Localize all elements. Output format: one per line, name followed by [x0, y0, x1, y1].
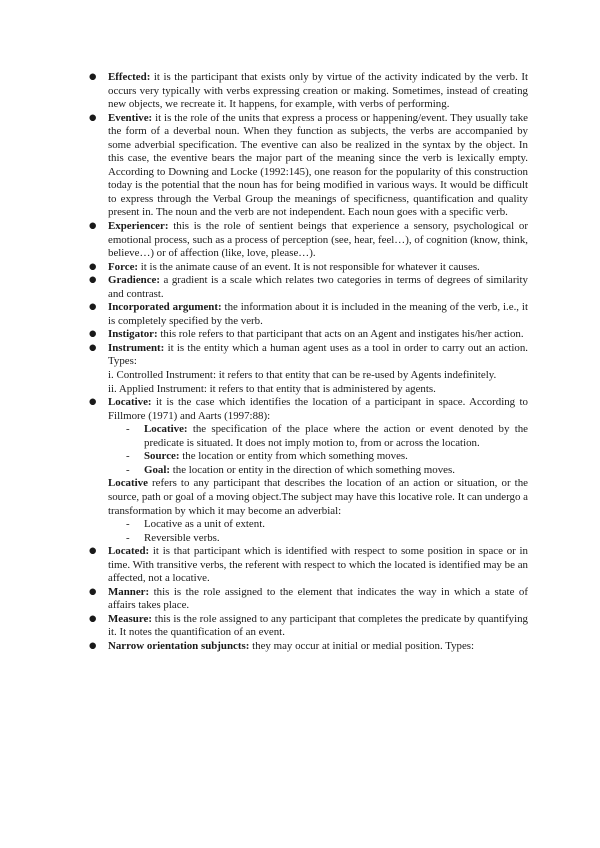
list-item — [108, 640, 528, 654]
list-item — [108, 342, 528, 396]
sub-text: the location or entity in the direction of which something moves. — [172, 463, 455, 476]
sub-term: Source: — [144, 450, 180, 463]
entry-text: this is the role assigned to the element that indicates the way in which a state of affairs takes place. — [108, 585, 528, 612]
entry-text: it is the participant that exists only by virtue of the activity indicated by the verb. It occurs very typically with verbs expressing creation or making. Sometimes, instead of creating new objects, we recreate it. It happens, for example, with verbs of performing. — [108, 71, 528, 111]
list-item — [108, 328, 528, 342]
extra-item: - Reversible verbs. — [108, 532, 528, 546]
note-term: Locative — [108, 477, 148, 490]
entry-text: this is the role of sentient beings that experience a sensory, psychological or emotional process, such as a process of perception (see, hear, feel…), of cognition (know, think, believe…) or of affection (like, love, please…). — [108, 220, 528, 260]
entry-term: Located: — [108, 545, 150, 558]
list-item — [108, 274, 528, 301]
entry-text: it is the role of the units that express a process or happening/event. They usually take the form of a deverbal noun. When they function as subjects, the verbs are accompanied by some adverbial specification. The eventive can also be realized in the syntax by the object. In this case, the eventive bears the major part of the meaning since the verb is lexically empty. According to Downing and Locke (1992:145), one reason for the popularity of this construction today is the potential that the noun has for being modified in various ways. It would be difficult to express through the Verbal Group the meanings of specificness, quantification and quality present in. The noun and the verb are not independent. Each noun goes with a specific verb. — [108, 111, 528, 219]
entry-term: Locative: — [108, 396, 152, 409]
entry-term: Manner: — [108, 585, 150, 598]
entry-text: this role refers to that participant that acts on an Agent and instigates his/her action. — [160, 328, 524, 341]
sub-term: Goal: — [144, 463, 171, 476]
instrument-type-applied: ii. Applied Instrument: it refers to that entity that is administered by agents. — [108, 382, 436, 395]
instrument-type-controlled: i. Controlled Instrument: it refers to that entity that can be re-used by Agents indefinitely. — [108, 369, 497, 382]
sub-item-goal — [108, 464, 528, 478]
entry-text: this is the role assigned to any participant that completes the predicate by quantifying it. It notes the quantification of an event. — [108, 612, 528, 639]
entry-text: it is the case which identifies the location of a participant in space. According to Fillmore (1971) and Aarts (1997:88): — [108, 396, 528, 422]
glossary-list — [108, 71, 528, 654]
list-item — [108, 301, 528, 328]
sub-text: the specification of the place where the action or event denoted by the predicate is situated. It does not imply motion to, from or across the location. — [144, 423, 528, 449]
list-item — [108, 545, 528, 586]
list-item — [108, 112, 528, 220]
sub-item-locative — [108, 423, 528, 450]
entry-term: Experiencer: — [108, 220, 169, 233]
glossary-body — [108, 71, 528, 654]
list-item — [108, 220, 528, 261]
entry-term: Instrument: — [108, 341, 165, 354]
entry-term: Incorporated argument: — [108, 301, 222, 314]
entry-text: it is the entity which a human agent uses as a tool in order to carry out an action. Types: — [108, 341, 528, 368]
entry-text: it is that participant which is identified with respect to some position in space or in time. With transitive verbs, the referent with respect to which the located is identified may be an affected, not a locative. — [108, 545, 528, 585]
list-item — [108, 261, 528, 275]
entry-term: Effected: — [108, 71, 151, 83]
entry-term: Gradience: — [108, 274, 161, 287]
list-item — [108, 586, 528, 613]
sub-term: Locative: — [144, 423, 188, 436]
entry-text: it is the animate cause of an event. It is not responsible for whatever it causes. — [140, 260, 480, 273]
entry-term: Measure: — [108, 612, 152, 625]
entry-text: a gradient is a scale which relates two categories in terms of degrees of similarity and contrast. — [108, 274, 528, 300]
locative-subtypes — [108, 423, 528, 477]
locative-note — [108, 477, 528, 518]
sub-item-source — [108, 450, 528, 464]
entry-term: Eventive: — [108, 111, 153, 124]
entry-text: the information about it is included in the meaning of the verb, i.e., it is completely specified by the verb. — [108, 301, 528, 327]
list-item — [108, 613, 528, 640]
sub-text: the location or entity from which something moves. — [182, 450, 408, 463]
entry-term: Instigator: — [108, 328, 158, 341]
entry-term: Narrow orientation subjuncts: — [108, 639, 250, 652]
locative-extras — [108, 518, 528, 545]
list-item — [108, 396, 528, 545]
extra-item: - Locative as a unit of extent. — [108, 518, 528, 532]
entry-term: Force: — [108, 260, 139, 273]
note-text: refers to any participant that describes the location of an action or situation, or the source, path or goal of a moving object.The subject may have this locative role. It can undergo a transformation by which it may become an adverbial: — [108, 477, 528, 517]
entry-text: they may occur at initial or medial position. Types: — [252, 639, 475, 652]
list-item — [108, 71, 528, 112]
